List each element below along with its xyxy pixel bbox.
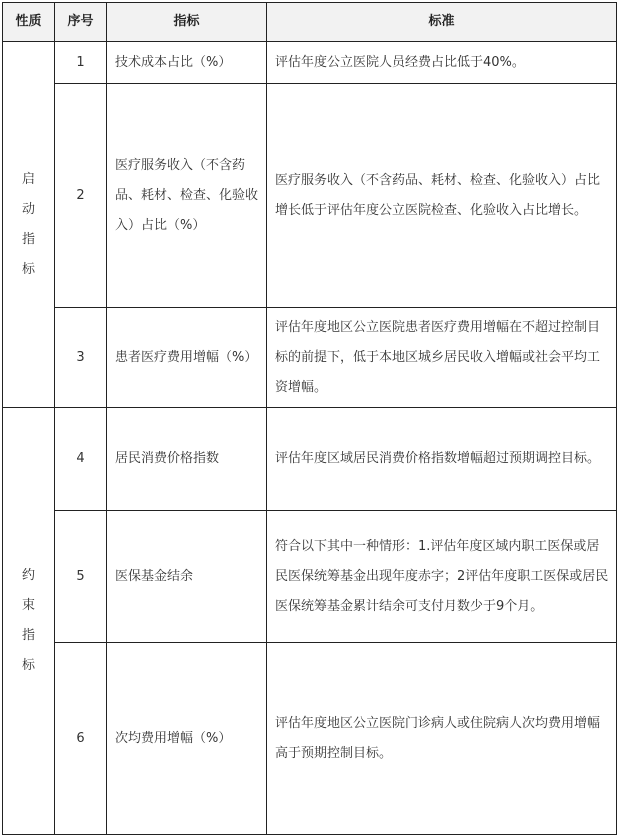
row-number: 3 [55,308,107,408]
standard-cell: 评估年度区域居民消费价格指数增幅超过预期调控目标。 [267,408,617,511]
row-number: 2 [55,84,107,308]
row-number: 4 [55,408,107,511]
standard-cell: 评估年度公立医院人员经费占比低于40%。 [267,42,617,84]
indicator-cell: 患者医疗费用增幅（%） [107,308,267,408]
standard-cell: 符合以下其中一种情形：1.评估年度区域内职工医保或居民医保统筹基金出现年度赤字；2评估年度职工医保或居民医保统筹基金累计结余可支付月数少于9个月。 [267,511,617,643]
row-number: 6 [55,643,107,835]
indicator-table [2,2,617,835]
indicator-cell: 居民消费价格指数 [107,408,267,511]
table-row [3,84,617,308]
indicator-cell: 技术成本占比（%） [107,42,267,84]
header-nature: 性质 [3,3,55,42]
indicator-cell: 医疗服务收入（不含药品、耗材、检查、化验收入）占比（%） [107,84,267,308]
header-number: 序号 [55,3,107,42]
standard-cell: 医疗服务收入（不含药品、耗材、检查、化验收入）占比增长低于评估年度公立医院检查、化验收入占比增长。 [267,84,617,308]
indicator-cell: 医保基金结余 [107,511,267,643]
table-row [3,408,617,511]
table-row [3,511,617,643]
header-indicator: 指标 [107,3,267,42]
nature-label: 约束指标 [21,568,35,673]
nature-label: 启动指标 [21,171,35,277]
table-header-row [3,3,617,42]
row-number: 1 [55,42,107,84]
standard-cell: 评估年度地区公立医院门诊病人或住院病人次均费用增幅高于预期控制目标。 [267,643,617,835]
header-standard: 标准 [267,3,617,42]
table-row [3,308,617,408]
table-row [3,643,617,835]
standard-cell: 评估年度地区公立医院患者医疗费用增幅在不超过控制目标的前提下，低于本地区城乡居民收入增幅或社会平均工资增幅。 [267,308,617,408]
row-number: 5 [55,511,107,643]
indicator-cell: 次均费用增幅（%） [107,643,267,835]
nature-cell-startup [3,42,55,408]
table-row [3,42,617,84]
nature-cell-constraint [3,408,55,835]
